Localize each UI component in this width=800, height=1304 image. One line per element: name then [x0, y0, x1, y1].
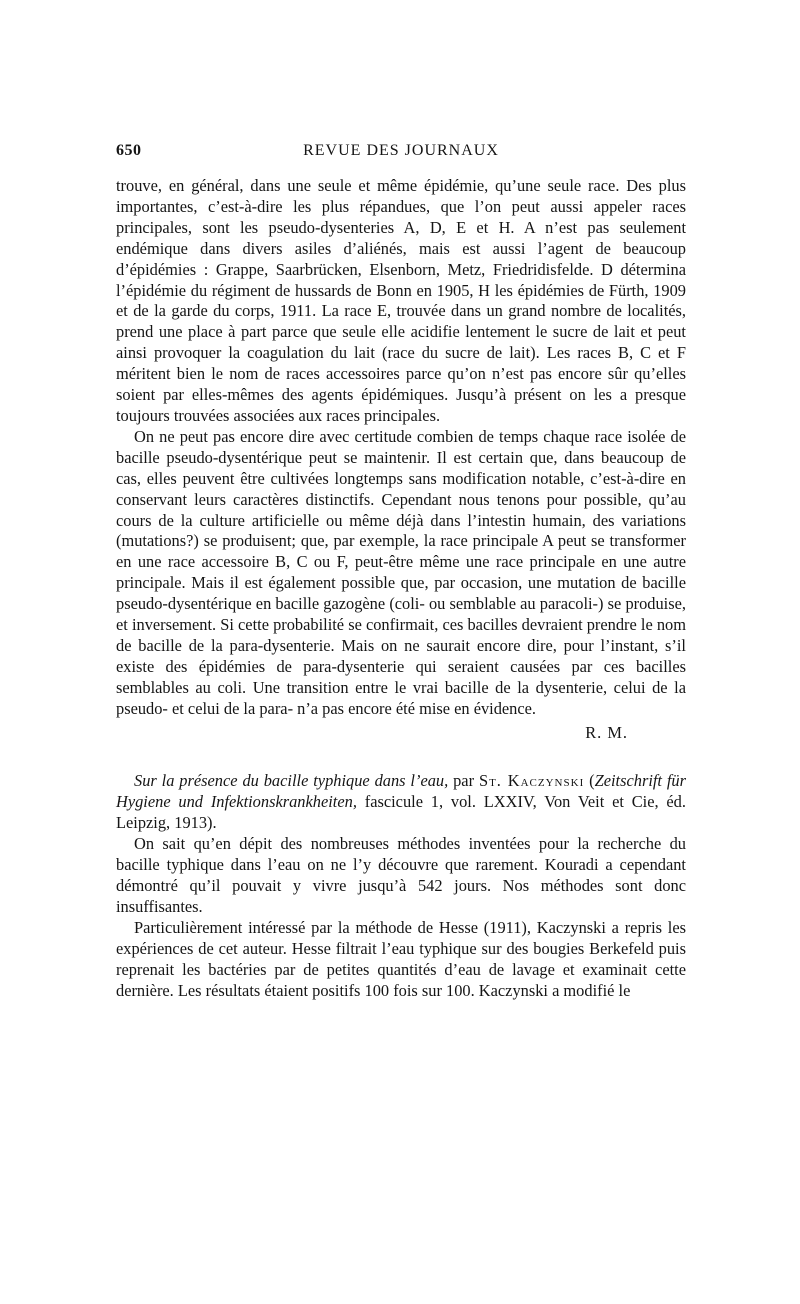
paragraph-methods: On sait qu’en dépit des nombreuses méthodes inventées pour la recherche du bacille typhique dans l’eau on ne l’y découvre que rarement. Kouradi a cependant démontré qu’il pouvait y vivre jusqu’à 542 jours. Nos méthodes sont donc insuffisantes.	[116, 834, 686, 916]
journal-title: REVUE DES JOURNAUX	[303, 142, 499, 159]
body-text	[116, 176, 686, 1001]
paragraph-continuation: trouve, en général, dans une seule et même épidémie, qu’une seule race. Des plus importantes, c’est-à-dire les plus répandues, que l’on peut aussi appeler races principales, sont les pseudo-dysenteries A, D, E et H. A n’est pas seulement endémique dans divers asiles d’aliénés, mais est aussi l’agent de beaucoup d’épidémies : Grappe, Saarbrücken, Elsenborn, Metz, Friedridisfelde. D détermina l’épidémie du régiment de hussards de Bonn en 1905, H les épidémies de Fürth, 1909 et de la garde du corps, 1911. La race E, trouvée dans un grand nombre de localités, prend une place à part parce que seule elle acidifie lentement le sucre de lait et peut ainsi provoquer la coagulation du lait (race du sucre de lait). Les races B, C et F méritent bien le nom de races accessoires parce qu’on n’est pas encore sûr qu’elles soient par elles-mêmes des agents épidémiques. Jusqu’à présent on les a presque toujours trouvées associées aux races principales.	[116, 176, 686, 425]
paragraph-mutation: On ne peut pas encore dire avec certitude combien de temps chaque race isolée de bacille pseudo-dysentérique peut se maintenir. Il est certain que, dans beaucoup de cas, elles peuvent être cultivées longtemps sans modification notable, c’est-à-dire en conservant leurs caractères distinctifs. Cependant nous tenons pour possible, qu’au cours de la culture artificielle ou même déjà dans l’intestin humain, des variations (mutations?) se produisent; que, par exemple, la race principale A peut se transformer en une race accessoire B, C ou F, peut-être même une race principale en une autre principale. Mais il est également possible que, par occasion, une mutation de bacille pseudo-dysentérique en bacille gazogène (coli- ou semblable au paracoli-) se produise, et inversement. Si cette probabilité se confirmait, ces bacilles devraient prendre le nom de bacille de la para-dysenterie. Mais on ne saurait encore dire, pour l’instant, s’il existe des épidémies de para-dysenterie qui seraient causées par ces bacilles semblables au coli. Une transition entre le vrai bacille de la dysenterie, celui de la pseudo- et celui de la para- n’a pas encore été mise en évidence.	[116, 426, 686, 718]
running-head	[116, 142, 686, 166]
paragraph-hesse: Particulièrement intéressé par la méthode de Hesse (1911), Kaczynski a repris les expériences de cet auteur. Hesse filtrait l’eau typhique sur des bougies Berkefeld puis reprenait les bactéries par de petites quantités d’eau de lavage et examinait cette dernière. Les résultats étaient positifs 100 fois sur 100. Kaczynski a modifié le	[116, 917, 686, 1000]
author-initials: R. M.	[585, 722, 628, 742]
citation-details: fascicule 1, vol. LXXIV, Von Veit et Cie, éd. Leipzig, 1913).	[116, 792, 686, 833]
review-heading	[116, 771, 686, 834]
citation-open: (	[584, 771, 595, 791]
review-title-by: par	[448, 771, 479, 791]
page-number: 650	[116, 142, 142, 159]
review-author: St. Kaczynski	[478, 771, 585, 791]
review-title: Sur la présence du bacille typhique dans l’eau,	[134, 771, 449, 791]
journal-name: Zeitschrift für Hygiene und Infektionskrankheiten,	[116, 771, 687, 812]
